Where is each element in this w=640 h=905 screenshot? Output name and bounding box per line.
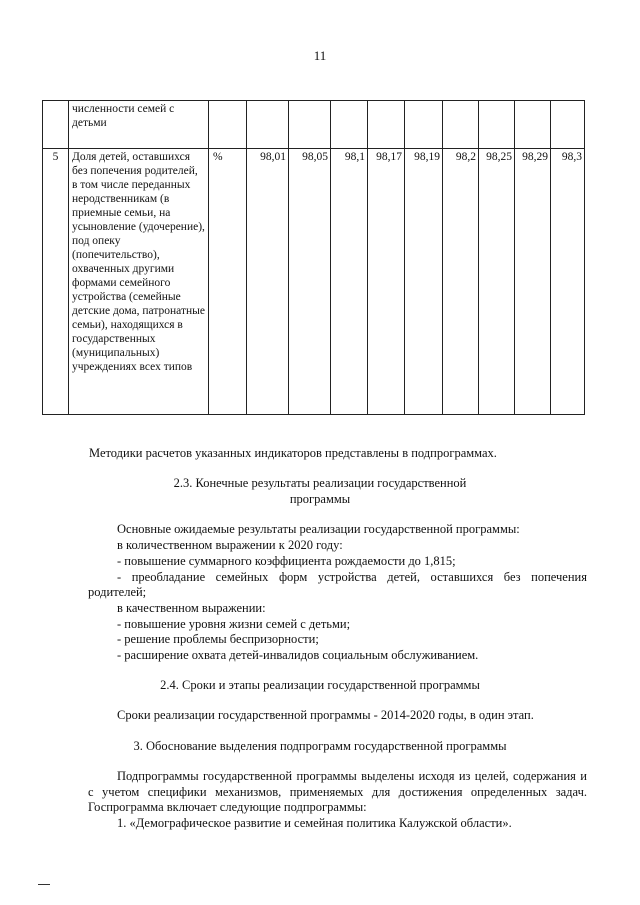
value-cell: 98,2 <box>443 149 479 415</box>
value-cell: 98,3 <box>551 149 585 415</box>
table-cell <box>405 101 443 149</box>
table-cell <box>368 101 405 149</box>
table-row <box>43 101 585 149</box>
section-3-title: 3. Обоснование выделения подпрограмм государственной программы <box>133 739 507 753</box>
table-cell <box>247 101 289 149</box>
table-cell <box>43 101 69 149</box>
table-cell <box>515 101 551 149</box>
subprogram-item-1: 1. «Демографическое развитие и семейная политика Калужской области». <box>117 816 512 830</box>
table-row <box>43 149 585 415</box>
section-2-4-text: Сроки реализации государственной программы - 2014-2020 годы, в один этап. <box>117 708 534 722</box>
value-cell: 98,17 <box>368 149 405 415</box>
table-cell <box>443 101 479 149</box>
qual-item-1: - повышение уровня жизни семей с детьми; <box>117 617 351 631</box>
value-cell: 98,01 <box>247 149 289 415</box>
page-number: 11 <box>313 48 327 63</box>
indicator-name-cell: численности семей с детьми <box>69 101 209 149</box>
section-3-para-line2: с учетом специфики механизмов, применяемых для достижения определенных задач. <box>88 785 587 799</box>
value-cell: 98,05 <box>289 149 331 415</box>
table-cell <box>331 101 368 149</box>
qual-header: в качественном выражении: <box>117 601 266 615</box>
quant-header: в количественном выражении к 2020 году: <box>117 538 343 552</box>
table-cell <box>289 101 331 149</box>
quant-item-2-line1: - преобладание семейных форм устройства детей, оставшихся без попечения <box>117 570 587 584</box>
indicator-name-cell: Доля детей, оставшихся без попечения родителей, в том числе переданных неродственникам (в приемные семьи, на усыновление (удочерение), под опеку (попечительство), охваченных другими формами семейного устройства (семейные детские дома, патронатные семьи), находящихся в государственных (муниципальных) учреждениях всех типов <box>69 149 209 415</box>
table-cell <box>209 101 247 149</box>
section-3-para-line3: Госпрограмма включает следующие подпрограммы: <box>88 800 367 814</box>
section-2-3-title-line1: 2.3. Конечные результаты реализации государственной <box>173 476 467 490</box>
qual-item-3: - расширение охвата детей-инвалидов социальным обслуживанием. <box>117 648 479 662</box>
quant-item-1: - повышение суммарного коэффициента рождаемости до 1,815; <box>117 554 456 568</box>
unit-cell: % <box>209 149 247 415</box>
methods-note: Методики расчетов указанных индикаторов представлены в подпрограммах. <box>89 446 497 460</box>
results-intro: Основные ожидаемые результаты реализации государственной программы: <box>117 522 520 536</box>
section-3-para-line1: Подпрограммы государственной программы выделены исходя из целей, содержания и <box>117 769 587 783</box>
value-cell: 98,1 <box>331 149 368 415</box>
footer-mark <box>38 884 50 885</box>
value-cell: 98,29 <box>515 149 551 415</box>
table-cell <box>479 101 515 149</box>
section-2-4-title: 2.4. Сроки и этапы реализации государственной программы <box>160 678 480 692</box>
section-2-3-title-line2: программы <box>289 492 351 506</box>
quant-item-2-line2: родителей; <box>88 585 147 599</box>
row-index-cell: 5 <box>43 149 69 415</box>
qual-item-2: - решение проблемы беспризорности; <box>117 632 319 646</box>
table-cell <box>551 101 585 149</box>
value-cell: 98,25 <box>479 149 515 415</box>
value-cell: 98,19 <box>405 149 443 415</box>
indicators-table <box>42 100 585 415</box>
